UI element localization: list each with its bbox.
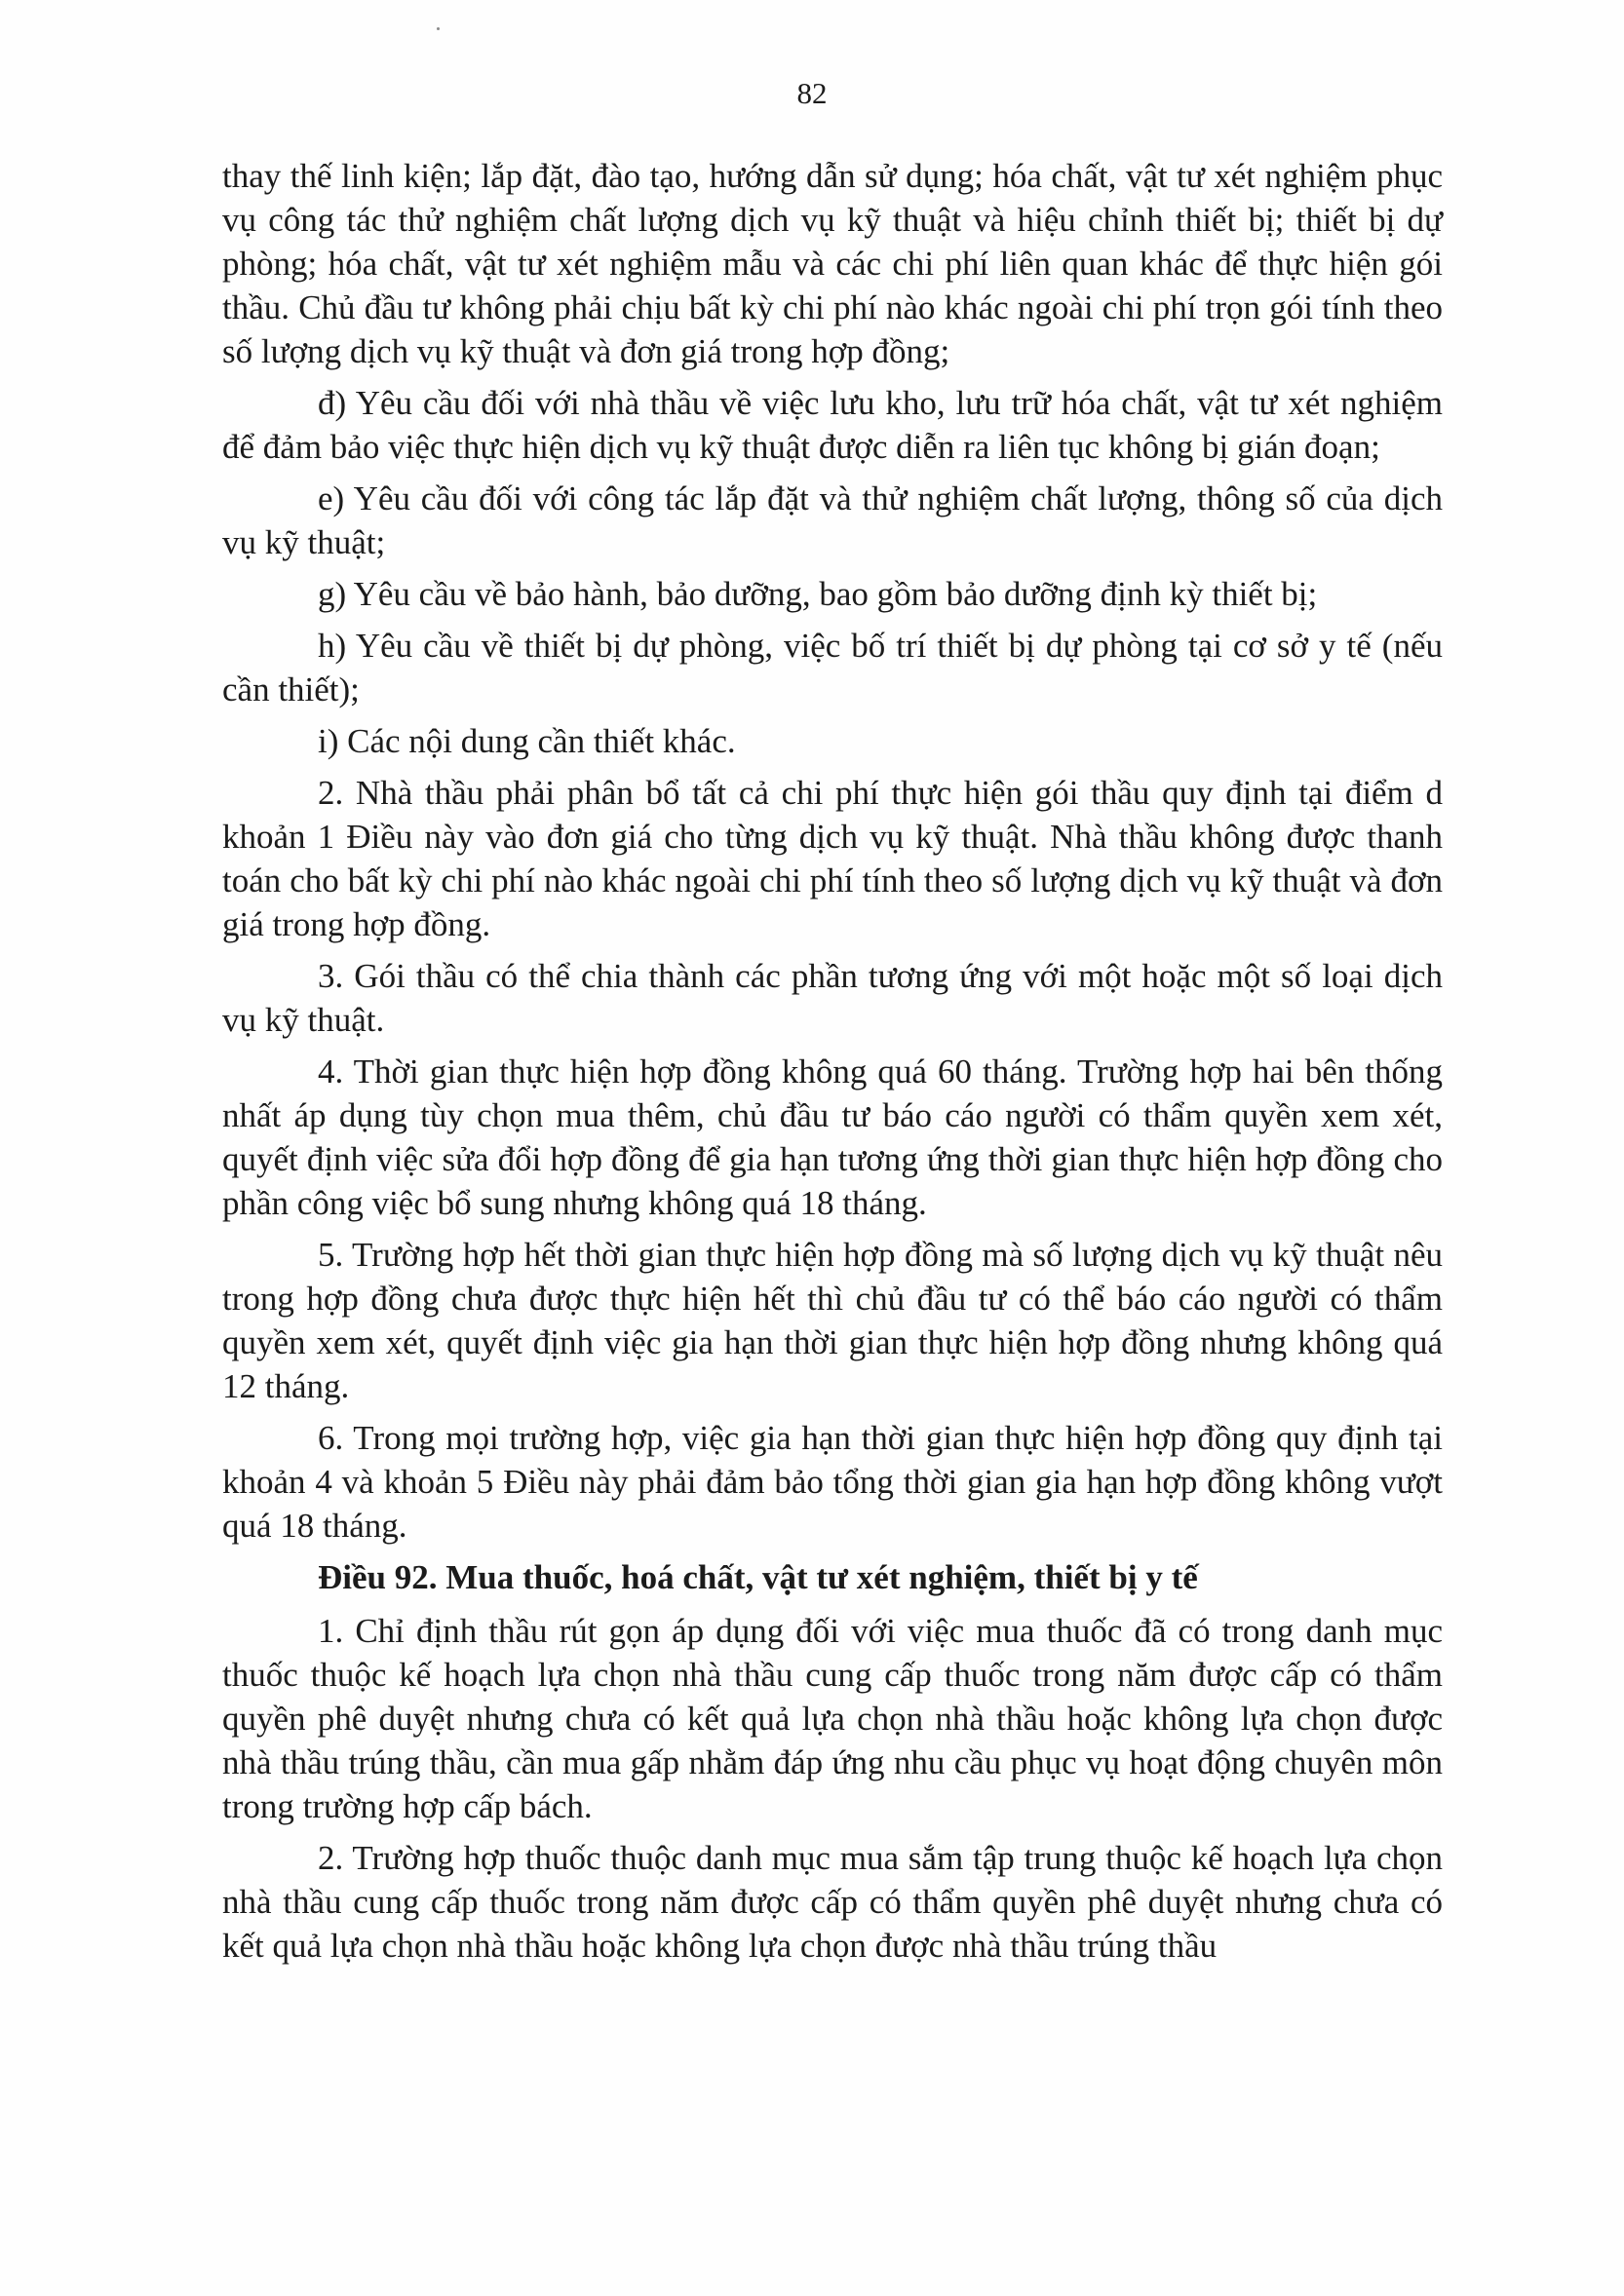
paragraph-item-g: g) Yêu cầu về bảo hành, bảo dưỡng, bao gồm bảo dưỡng định kỳ thiết bị; bbox=[318, 575, 1318, 613]
paragraph-item-e: e) Yêu cầu đối với công tác lắp đặt và thử nghiệm chất lượng, thông số của dịch vụ kỹ thuật; bbox=[222, 479, 1443, 561]
body-text bbox=[222, 154, 1443, 1975]
paragraph-item-h: h) Yêu cầu về thiết bị dự phòng, việc bố trí thiết bị dự phòng tại cơ sở y tế (nếu cần thiết); bbox=[222, 627, 1443, 708]
paragraph-clause-3: 3. Gói thầu có thể chia thành các phần tương ứng với một hoặc một số loại dịch vụ kỹ thuật. bbox=[222, 957, 1443, 1039]
article-heading: Điều 92. Mua thuốc, hoá chất, vật tư xét nghiệm, thiết bị y tế bbox=[318, 1558, 1198, 1596]
paragraph-continuation: thay thế linh kiện; lắp đặt, đào tạo, hướng dẫn sử dụng; hóa chất, vật tư xét nghiệm phục vụ công tác thử nghiệm chất lượng dịch vụ kỹ thuật và hiệu chỉnh thiết bị; thiết bị dự phòng; hóa chất, vật tư xét nghiệm mẫu và các chi phí liên quan khác để thực hiện gói thầu. Chủ đầu tư không phải chịu bất kỳ chi phí nào khác ngoài chi phí trọn gói tính theo số lượng dịch vụ kỹ thuật và đơn giá trong hợp đồng; bbox=[222, 157, 1443, 370]
paragraph-clause-5: 5. Trường hợp hết thời gian thực hiện hợp đồng mà số lượng dịch vụ kỹ thuật nêu trong hợp đồng chưa được thực hiện hết thì chủ đầu tư có thể báo cáo người có thẩm quyền xem xét, quyết định việc gia hạn thời gian thực hiện hợp đồng nhưng không quá 12 tháng. bbox=[222, 1236, 1443, 1405]
paragraph-item-dd: đ) Yêu cầu đối với nhà thầu về việc lưu kho, lưu trữ hóa chất, vật tư xét nghiệm để đảm bảo việc thực hiện dịch vụ kỹ thuật được diễn ra liên tục không bị gián đoạn; bbox=[222, 384, 1443, 466]
article-clause-2: 2. Trường hợp thuốc thuộc danh mục mua sắm tập trung thuộc kế hoạch lựa chọn nhà thầu cung cấp thuốc trong năm được cấp có thẩm quyền phê duyệt nhưng chưa có kết quả lựa chọn nhà thầu hoặc không lựa chọn được nhà thầu trúng thầu bbox=[222, 1839, 1443, 1965]
paragraph-clause-2: 2. Nhà thầu phải phân bổ tất cả chi phí thực hiện gói thầu quy định tại điểm d khoản 1 Điều này vào đơn giá cho từng dịch vụ kỹ thuật. Nhà thầu không được thanh toán cho bất kỳ chi phí nào khác ngoài chi phí tính theo số lượng dịch vụ kỹ thuật và đơn giá trong hợp đồng. bbox=[222, 774, 1443, 943]
scan-speck bbox=[437, 27, 440, 30]
paragraph-clause-4: 4. Thời gian thực hiện hợp đồng không quá 60 tháng. Trường hợp hai bên thống nhất áp dụng tùy chọn mua thêm, chủ đầu tư báo cáo người có thẩm quyền xem xét, quyết định việc sửa đổi hợp đồng để gia hạn tương ứng thời gian thực hiện hợp đồng cho phần công việc bổ sung nhưng không quá 18 tháng. bbox=[222, 1052, 1443, 1222]
page-number: 82 bbox=[796, 76, 828, 110]
paragraph-clause-6: 6. Trong mọi trường hợp, việc gia hạn thời gian thực hiện hợp đồng quy định tại khoản 4 và khoản 5 Điều này phải đảm bảo tổng thời gian gia hạn hợp đồng không vượt quá 18 tháng. bbox=[222, 1419, 1443, 1545]
paragraph-item-i: i) Các nội dung cần thiết khác. bbox=[318, 722, 736, 760]
article-clause-1: 1. Chỉ định thầu rút gọn áp dụng đối với việc mua thuốc đã có trong danh mục thuốc thuộc kế hoạch lựa chọn nhà thầu cung cấp thuốc trong năm được cấp có thẩm quyền phê duyệt nhưng chưa có kết quả lựa chọn nhà thầu hoặc không lựa chọn được nhà thầu trúng thầu, cần mua gấp nhằm đáp ứng nhu cầu phục vụ hoạt động chuyên môn trong trường hợp cấp bách. bbox=[222, 1612, 1443, 1825]
